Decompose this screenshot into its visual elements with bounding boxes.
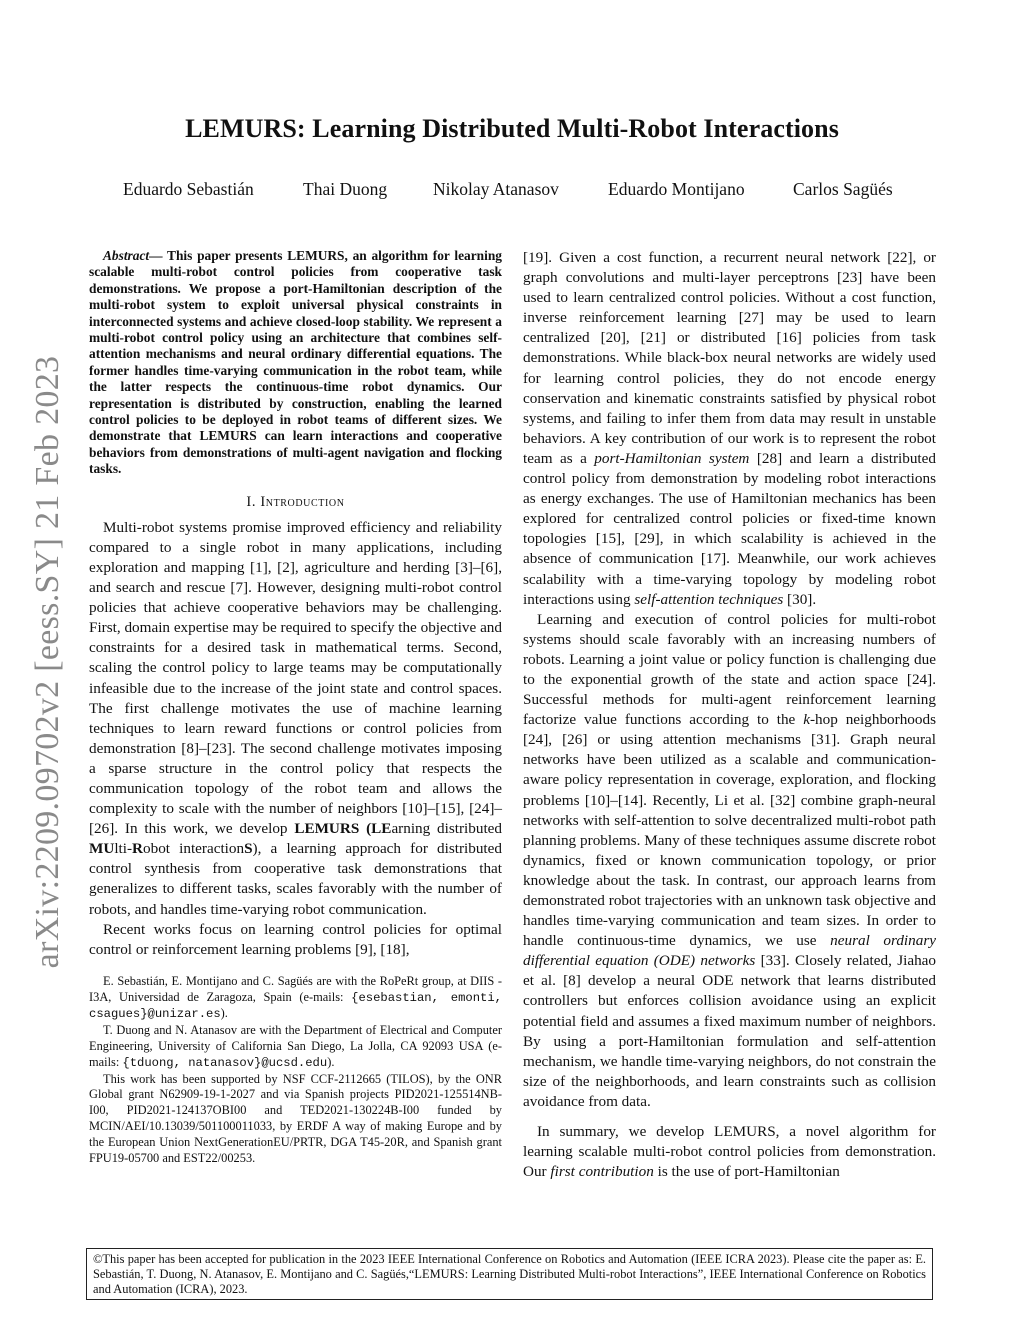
email-addresses: {tduong, natanasov}@ucsd.edu: [122, 1055, 328, 1070]
body-text: [28] and learn a distributed control policy from demonstration by modeling robot interactions as energy exchanges. The use of Hamiltonian mechanics has been explored for centralized control policies or fixed-time known topologies [15], [29], in which scalability is achieved in the absence of communication [17]. Meanwhile, our work achieves scalability with a time-varying topology by modeling robot interactions using: [523, 449, 936, 608]
emphasis-text: self-attention techniques: [634, 590, 784, 608]
section-number: I.: [246, 493, 257, 510]
footnotes: [89, 974, 502, 1167]
email-addresses: {esebastian, emonti, csagues}@unizar.es: [89, 990, 502, 1022]
emphasis-text: neural ordinary differential equation (ODE) networks: [523, 932, 936, 970]
expansion-text: arning distributed: [391, 820, 503, 838]
acronym-letter: MU: [89, 840, 115, 858]
body-text: In summary, we develop LEMURS, a novel algorithm for learning scalable multi-robot control policies from demonstration. Our: [523, 1123, 936, 1181]
abstract: [89, 248, 502, 478]
intro-text: Multi-robot systems promise improved efficiency and reliability compared to a single robot in many applications, including exploration and mapping [1], [2], agriculture and herding [3]–[6], and search and rescue [7]. However, designing multi-robot control policies that achieve cooperative behaviors may be challenging. First, domain expertise may be required to specify the objective and constraints for a desired task in mathematical terms. Second, scaling the control policy to large teams may be computationally infeasible due to the increase of the joint state and control spaces. The first challenge motivates the use of machine learning techniques to learn reward functions or control policies from demonstration [8]–[23]. The second challenge motivates imposing a sparse structure in the control policy that respects the communication topology of the robot team and allows the complexity to scale with the number of neighbors [10]–[15], [24]–[26]. In this work, we develop: [89, 518, 502, 838]
section-heading-introduction: [89, 492, 502, 512]
expansion-close: ),: [252, 840, 262, 858]
author-name: Eduardo Sebastián: [123, 179, 254, 199]
body-paragraph: [523, 1122, 936, 1182]
lemurs-name: LEMURS: [294, 820, 360, 838]
abstract-text: — This paper presents LEMURS, an algorithm for learning scalable multi-robot control policies from cooperative task demonstrations. We propose a port-Hamiltonian description of the multi-robot system to exploit universal physical constraints in interconnected systems and achieve closed-loop stability. We represent a multi-robot control policy using an architecture that combines self-attention mechanisms and neural ordinary differential equations. The former handles time-varying communication in the robot team, while the latter respects the continuous-time robot dynamics. Our representation is distributed by construction, enabling the learned control policies to be deployed in robot teams of different sizes. We demonstrate that LEMURS can learn interactions and cooperative behaviors from demonstrations of multi-agent navigation and flocking tasks.: [89, 248, 502, 477]
math-variable: k: [803, 711, 810, 729]
body-text: is the use of port-Hamiltonian: [653, 1163, 840, 1181]
footnote-affiliation-ucsd: [89, 1023, 502, 1071]
body-paragraph: [523, 610, 936, 1112]
footnote-text: T. Duong and N. Atanasov are with the Department of Electrical and Computer Engineering, University of California San Diego, La Jolla, CA 92093 USA (e-mails:: [89, 1023, 502, 1069]
publication-notice-box: [86, 1248, 933, 1300]
intro-paragraph-1: [89, 518, 502, 920]
section-title: Introduction: [260, 493, 345, 510]
author-list: [0, 179, 1024, 201]
emphasis-text: first contribution: [550, 1163, 654, 1181]
footnote-text: ).: [327, 1054, 335, 1069]
paper-title: LEMURS: Learning Distributed Multi-Robot Interactions: [185, 114, 839, 143]
acronym-letter: R: [132, 840, 143, 858]
abstract-lead: Abstract: [103, 248, 150, 263]
author-name: Carlos Sagüés: [793, 179, 893, 199]
body-text: [30].: [783, 590, 817, 608]
right-column: [523, 248, 936, 1182]
expansion-text: obot interaction: [143, 840, 245, 858]
body-text: [33]. Closely related, Jiahao et al. [8] develop a neural ODE network that learns distributed controllers but enforces collision avoidance using an explicit potential field and assumes a fixed maximum number of neighbors. By using a port-Hamiltonian formulation and self-attention mechanism, we handle time-varying neighbors, do not constrain the size of the neighborhoods, and learn constraints such as collision avoidance from data.: [523, 952, 936, 1110]
body-paragraph: [523, 248, 936, 610]
acronym-letter: LE: [371, 820, 392, 838]
footnote-text: ).: [220, 1006, 228, 1021]
intro-text: a learning approach for distributed control synthesis from cooperative task demonstrations that generalizes to different tasks, scales favorably with the number of robots, and handles time-varying robot communication.: [89, 840, 502, 918]
publication-notice-text: ©This paper has been accepted for publication in the 2023 IEEE International Conference on Robotics and Automation (IEEE ICRA 2023). Please cite the paper as: E. Sebastián, T. Duong, N. Atanasov, E. Montijano and C. Sagüés,“LEMURS: Learning Distributed Multi-robot Interactions”, IEEE International Conference on Robotics and Automation (ICRA), 2023.: [93, 1252, 926, 1297]
author-name: Thai Duong: [303, 179, 388, 199]
expansion-text: lti-: [114, 840, 133, 858]
body-text: -hop neighborhoods [24], [26] or using attention mechanisms [31]. Graph neural networks have been utilized as a scalable and communication-aware policy representation in coverage, exploration, and flocking problems [10]–[14]. Recently, Li et al. [32] combine graph-neural networks with self-attention to solve decentralized multi-robot path planning problems. Many of these techniques assume discrete robot dynamics, fixed or known communication topology, or prior knowledge about the task. In contrast, our approach learns from demonstrated robot trajectories with an unknown task objective and handles time-varying communication and team sizes. In order to handle continuous-time dynamics, we use: [523, 711, 936, 950]
acronym-letter: S: [244, 840, 253, 858]
footnote-text: E. Sebastián, E. Montijano and C. Sagüés are with the RoPeRt group, at DIIS - I3A, Universidad de Zaragoza, Spain (e-mails:: [89, 973, 502, 1004]
arxiv-identifier-text: arXiv:2209.09702v2 [eess.SY] 21 Feb 2023: [29, 355, 66, 969]
footnote-funding: This work has been supported by NSF CCF-2112665 (TILOS), by the ONR Global grant N62909-19-1-2027 and via Spanish projects PID2021-125514NB-I00, PID2021-124137OBI00 and TED2021-130224B-I00 funded by MCIN/AEI/10.13039/501100011033, by ERDF A way of making Europe and by the European Union NextGenerationEU/PRTR, DGA T45-20R, and Spanish grant FPU19-05700 and EST22/00253.: [89, 1071, 502, 1165]
footnote-affiliation-zaragoza: [89, 974, 502, 1023]
author-name: Nikolay Atanasov: [433, 179, 559, 199]
emphasis-text: port-Hamiltonian system: [594, 449, 750, 467]
intro-paragraph-2: Recent works focus on learning control policies for optimal control or reinforcement learning problems [9], [18],: [89, 920, 502, 958]
body-text: Learning and execution of control policies for multi-robot systems should scale favorably with an increasing numbers of robots. Learning a joint value or policy function is challenging due to the exponential growth of the state and action space [24]. Successful methods for multi-agent reinforcement learning factorize value functions according to the: [523, 610, 936, 729]
author-name: Eduardo Montijano: [608, 179, 745, 199]
expansion-open: (: [359, 820, 372, 838]
body-text: [19]. Given a cost function, a recurrent neural network [22], or graph convolutions and multi-layer perceptrons [23] have been used to learn centralized control policies. Without a cost function, inverse reinforcement learning [27] may be used to learn centralized [20], [21] or distributed [16] policies from task demonstrations. While black-box neural networks are widely used for learning control policies, they do not encode energy conservation and kinematic constraints satisfied by physical robot systems, and failing to infer them from data may result in unstable behaviors. A key contribution of our work is to represent the robot team as a: [523, 249, 936, 467]
left-column: [89, 248, 502, 1166]
